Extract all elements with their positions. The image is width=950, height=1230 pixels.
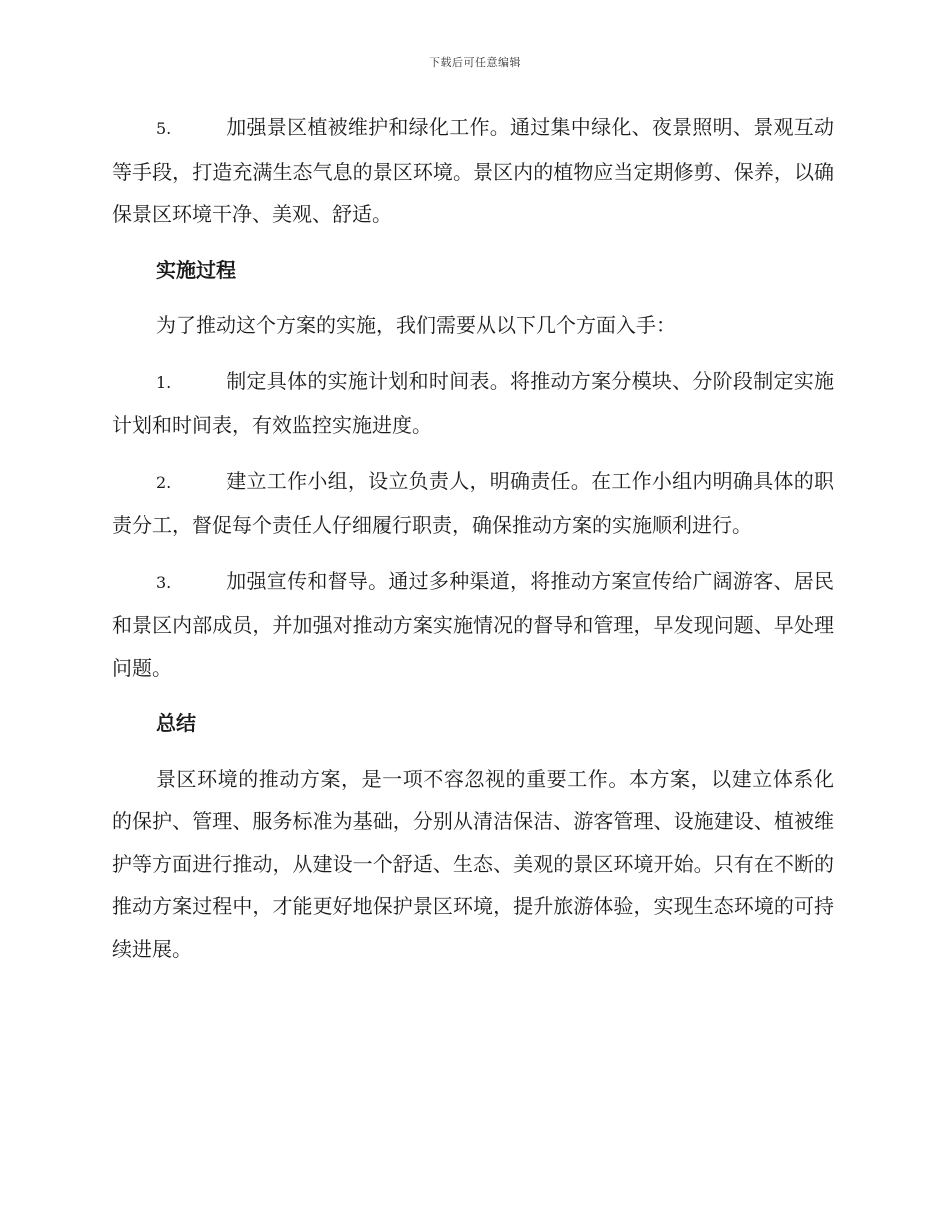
list-number: 5. <box>156 119 172 138</box>
list-item-3 <box>112 560 834 690</box>
list-number: 3. <box>156 572 172 592</box>
list-item-text: 建立工作小组，设立负责人，明确责任。在工作小组内明确具体的职责分工，督促每个责任人仔细履行职责，确保推动方案的实施顺利进行。 <box>112 468 834 537</box>
section-heading-summary: 总结 <box>156 711 196 735</box>
list-item-text: 加强景区植被维护和绿化工作。通过集中绿化、夜景照明、景观互动等手段，打造充满生态气息的景区环境。景区内的植物应当定期修剪、保养，以确保景区环境干净、美观、舒适。 <box>112 115 834 226</box>
list-item-5 <box>112 106 834 236</box>
list-item-text: 制定具体的实施计划和时间表。将推动方案分模块、分阶段制定实施计划和时间表，有效监控实施进度。 <box>112 368 834 437</box>
document-body <box>112 106 834 983</box>
list-number: 1. <box>156 372 172 392</box>
summary-paragraph: 景区环境的推动方案，是一项不容忽视的重要工作。本方案，以建立体系化的保护、管理、服务标准为基础，分别从清洁保洁、游客管理、设施建设、植被维护等方面进行推动，从建设一个舒适、生态、美观的景区环境开始。只有在不断的推动方案过程中，才能更好地保护景区环境，提升旅游体验，实现生态环境的可持续进展。 <box>112 766 834 961</box>
section-heading-implementation: 实施过程 <box>156 257 236 282</box>
list-item-2 <box>112 460 834 547</box>
list-item-text: 加强宣传和督导。通过多种渠道，将推动方案宣传给广阔游客、居民和景区内部成员，并加强对推动方案实施情况的督导和管理，早发现问题、早处理问题。 <box>112 568 834 680</box>
list-number: 2. <box>156 472 172 492</box>
list-item-1 <box>112 360 834 447</box>
header-note: 下载后可任意编辑 <box>429 56 521 69</box>
implementation-intro: 为了推动这个方案的实施，我们需要从以下几个方面入手： <box>156 313 676 337</box>
